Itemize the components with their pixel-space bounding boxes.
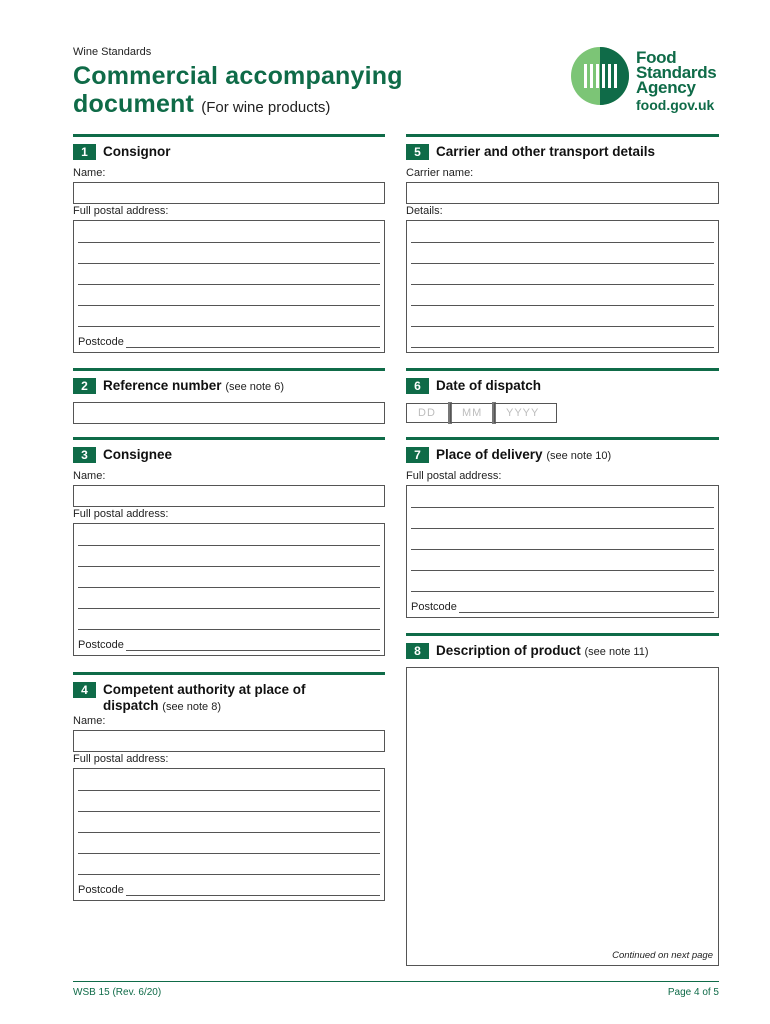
address-line	[78, 874, 380, 875]
fsa-logo	[570, 46, 725, 113]
section-consignee	[73, 437, 385, 659]
address-line	[78, 263, 380, 264]
address-line	[78, 608, 380, 609]
section-rule	[406, 437, 719, 440]
address-line	[78, 629, 380, 630]
section-rule	[406, 134, 719, 137]
details-line	[411, 305, 714, 306]
address-line	[78, 545, 380, 546]
logo-url: food.gov.uk	[636, 97, 715, 113]
address-line	[78, 811, 380, 812]
delivery-address-label: Full postal address:	[406, 470, 502, 482]
section-number-badge: 2	[73, 378, 96, 394]
section-rule	[73, 672, 385, 675]
address-line	[78, 566, 380, 567]
address-line	[78, 326, 380, 327]
section-title: Reference number (see note 6)	[103, 378, 285, 393]
section-header	[406, 643, 649, 660]
section-title: Competent authority at place of dispatch (see note 8)	[103, 682, 306, 713]
section-header	[406, 447, 611, 464]
title-subtitle: (For wine products)	[201, 99, 331, 116]
section-rule	[73, 368, 385, 371]
address-line	[78, 242, 380, 243]
consignee-postcode: Postcode	[78, 639, 380, 651]
section-rule	[73, 134, 385, 137]
title-line-2: document	[73, 90, 195, 118]
logo-wordmark: Food Standards Agency	[636, 48, 717, 97]
date-month-input[interactable]: MM	[450, 403, 494, 423]
address-line	[411, 507, 714, 508]
section-date-of-dispatch	[406, 368, 719, 426]
product-description-box[interactable]	[406, 667, 719, 966]
consignor-address-box[interactable]	[73, 220, 385, 353]
reference-number-input[interactable]	[73, 402, 385, 424]
section-header	[406, 144, 655, 160]
footer-rule	[73, 981, 719, 982]
address-line	[411, 570, 714, 571]
section-number-badge: 7	[406, 447, 429, 463]
section-rule	[406, 368, 719, 371]
postcode-line[interactable]	[126, 886, 380, 896]
section-number-badge: 3	[73, 447, 96, 463]
section-header	[73, 447, 172, 463]
carrier-details-label: Details:	[406, 205, 443, 217]
section-place-of-delivery	[406, 437, 719, 621]
authority-address-box[interactable]	[73, 768, 385, 901]
address-line	[78, 284, 380, 285]
details-line	[411, 284, 714, 285]
address-line	[78, 790, 380, 791]
section-consignor	[73, 134, 385, 356]
title-line-1: Commercial accompanying	[73, 62, 403, 90]
doc-category: Wine Standards	[73, 46, 152, 58]
address-line	[411, 549, 714, 550]
date-day-input[interactable]: DD	[406, 403, 450, 423]
delivery-postcode: Postcode	[411, 601, 714, 613]
date-year-input[interactable]: YYYY	[494, 403, 557, 423]
carrier-details-box[interactable]	[406, 220, 719, 353]
postcode-line[interactable]	[126, 338, 380, 348]
continued-note: Continued on next page	[612, 950, 713, 961]
consignor-postcode: Postcode	[78, 336, 380, 348]
section-header	[406, 378, 541, 394]
carrier-name-label: Carrier name:	[406, 167, 474, 179]
consignor-address-label: Full postal address:	[73, 205, 169, 217]
section-header	[73, 144, 171, 160]
consignor-name-input[interactable]	[73, 182, 385, 204]
address-line	[78, 587, 380, 588]
carrier-name-input[interactable]	[406, 182, 719, 204]
section-number-badge: 5	[406, 144, 429, 160]
section-description-of-product	[406, 633, 719, 966]
section-number-badge: 1	[73, 144, 96, 160]
details-line	[411, 347, 714, 348]
page-title	[73, 62, 403, 122]
details-line	[411, 263, 714, 264]
consignee-name-input[interactable]	[73, 485, 385, 507]
section-title: Description of product (see note 11)	[436, 643, 649, 658]
section-competent-authority	[73, 672, 385, 904]
section-title: Date of dispatch	[436, 378, 542, 393]
section-reference-number	[73, 368, 385, 426]
postcode-line[interactable]	[126, 641, 380, 651]
section-title: Consignor	[103, 144, 171, 159]
consignee-address-label: Full postal address:	[73, 508, 169, 520]
address-line	[78, 853, 380, 854]
section-number-badge: 8	[406, 643, 429, 659]
address-line	[411, 528, 714, 529]
details-line	[411, 242, 714, 243]
section-rule	[406, 633, 719, 636]
form-reference: WSB 15 (Rev. 6/20)	[73, 987, 162, 998]
authority-name-input[interactable]	[73, 730, 385, 752]
authority-postcode: Postcode	[78, 884, 380, 896]
section-title: Place of delivery (see note 10)	[436, 447, 612, 462]
section-title: Consignee	[103, 447, 173, 462]
consignee-name-label: Name:	[73, 470, 106, 482]
section-header	[73, 682, 306, 715]
section-number-badge: 6	[406, 378, 429, 394]
consignee-address-box[interactable]	[73, 523, 385, 656]
address-line	[78, 305, 380, 306]
fsa-fork-icon	[570, 46, 632, 106]
page-number: Page 4 of 5	[667, 987, 719, 998]
authority-address-label: Full postal address:	[73, 753, 169, 765]
address-line	[78, 832, 380, 833]
details-line	[411, 326, 714, 327]
section-number-badge: 4	[73, 682, 96, 698]
section-header	[73, 378, 284, 395]
delivery-address-box[interactable]	[406, 485, 719, 618]
section-rule	[73, 437, 385, 440]
address-line	[411, 591, 714, 592]
postcode-line[interactable]	[459, 603, 714, 613]
section-carrier	[406, 134, 719, 356]
section-title: Carrier and other transport details	[436, 144, 656, 159]
authority-name-label: Name:	[73, 715, 106, 727]
consignor-name-label: Name:	[73, 167, 106, 179]
